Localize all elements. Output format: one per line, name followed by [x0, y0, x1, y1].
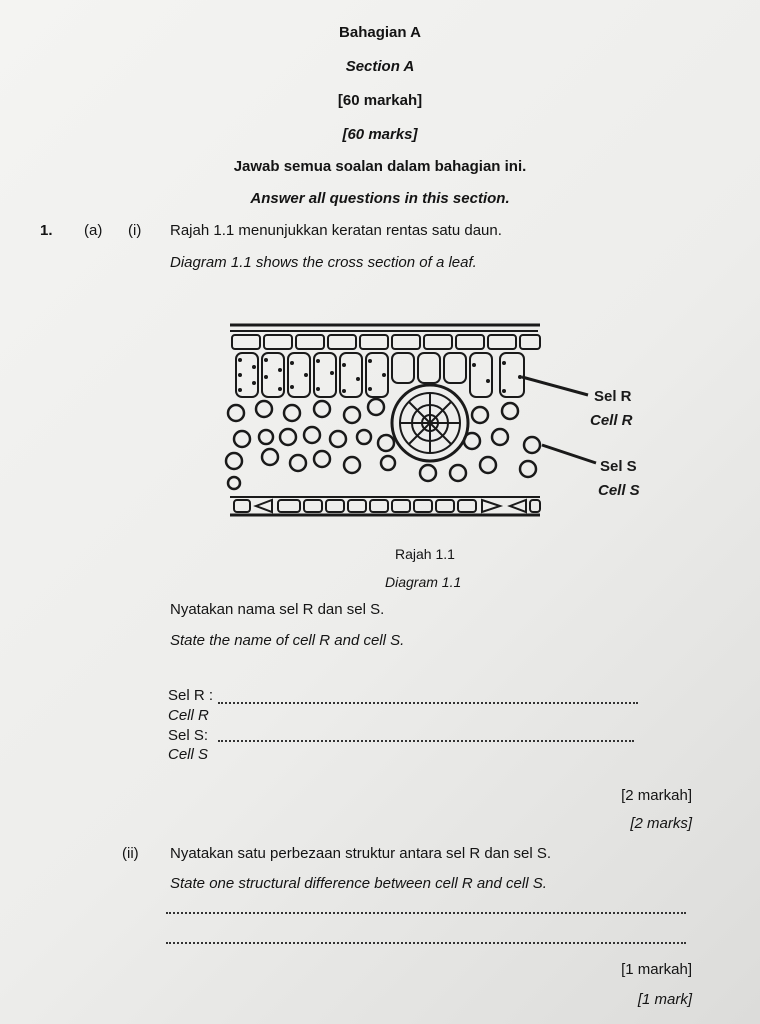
marks-i-en: [2 marks] — [630, 815, 692, 832]
question-sub-i: (i) — [128, 222, 142, 239]
marks-ii-ms: [1 markah] — [621, 961, 692, 978]
question-stem-en: Diagram 1.1 shows the cross section of a leaf. — [170, 254, 477, 271]
total-marks-en: [60 marks] — [342, 126, 418, 143]
marks-ii-en: [1 mark] — [637, 991, 692, 1008]
question-sub-ii: (ii) — [122, 845, 139, 862]
answer-label-s-en: Cell S — [168, 746, 209, 763]
answer-field-ii-line-1[interactable] — [166, 910, 686, 914]
question-stem-ms: Rajah 1.1 menunjukkan keratan rentas satu daun. — [170, 222, 502, 239]
instruction-ms: Jawab semua soalan dalam bahagian ini. — [233, 158, 527, 175]
label-sel-s: Sel S — [600, 458, 637, 475]
cell-s — [524, 437, 540, 453]
section-title-ms: Bahagian A — [339, 24, 421, 41]
section-title-en: Section A — [345, 58, 415, 75]
label-sel-r: Sel R — [594, 388, 632, 405]
answer-label-r-en: Cell R — [168, 707, 209, 724]
question-number: 1. — [40, 222, 53, 239]
label-cell-r: Cell R — [590, 412, 633, 429]
answer-label-s-ms: Sel S: — [168, 727, 209, 744]
diagram-caption-en: Diagram 1.1 — [385, 574, 462, 590]
task-en: State the name of cell R and cell S. — [170, 632, 405, 649]
vascular-bundle — [392, 385, 468, 461]
question-ii-en: State one structural difference between cell R and cell S. — [170, 875, 547, 892]
total-marks-ms: [60 markah] — [337, 92, 423, 109]
question-ii-ms: Nyatakan satu perbezaan struktur antara sel R dan sel S. — [170, 845, 552, 862]
question-part-a: (a) — [84, 222, 103, 239]
answer-field-ii-line-2[interactable] — [166, 940, 686, 944]
spongy-mesophyll — [226, 399, 540, 489]
pointer-line-r — [522, 377, 588, 395]
answer-field-r[interactable] — [218, 700, 638, 704]
lower-epidermis — [234, 500, 540, 512]
pointer-line-s — [542, 445, 596, 463]
task-ms: Nyatakan nama sel R dan sel S. — [170, 601, 385, 618]
instruction-en: Answer all questions in this section. — [250, 190, 510, 207]
answer-field-s[interactable] — [218, 738, 634, 742]
answer-label-r-ms: Sel R : — [168, 687, 214, 704]
marks-i-ms: [2 markah] — [621, 787, 692, 804]
upper-epidermis — [232, 335, 540, 349]
label-cell-s: Cell S — [598, 482, 640, 499]
diagram-caption-ms: Rajah 1.1 — [395, 546, 455, 562]
leaf-cross-section-diagram — [210, 315, 670, 525]
